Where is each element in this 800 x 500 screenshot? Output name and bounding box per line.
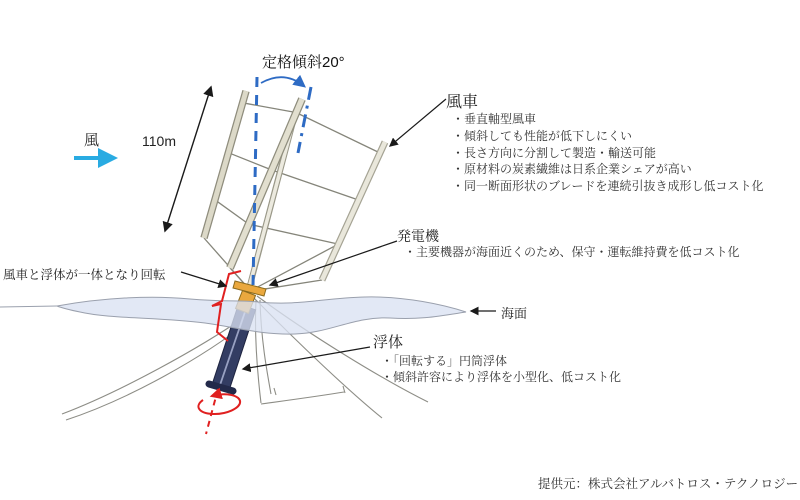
turbine-heading: 風車: [446, 94, 479, 111]
float-drawing: [209, 281, 266, 391]
float-heading: 浮体: [373, 334, 404, 351]
height-measure-arrow: [165, 87, 211, 231]
turbine-blades: [204, 91, 385, 280]
turbine-bullet: ・傾斜しても性能が低下しにくい: [452, 128, 633, 143]
generator-heading: 発電機: [397, 228, 439, 244]
tilted-axis-dashdot-line: [298, 87, 311, 153]
turbine-bullet: ・同一断面形状のブレードを連続引抜き成形し低コスト化: [452, 179, 764, 194]
generator-bullet-list: [404, 244, 740, 261]
float-bullet: ・傾斜許容により浮体を小型化、低コスト化: [381, 369, 622, 384]
tilt-arc-arrow-icon: [261, 77, 304, 86]
rotation-note-leader-arrow: [181, 272, 226, 286]
turbine-bullet-list: [452, 111, 764, 195]
turbine-bullet: ・原材料の炭素繊維は日系企業シェアが高い: [452, 162, 692, 177]
generator-bullet: ・主要機器が海面近くのため、保守・運転維持費を低コスト化: [404, 245, 740, 259]
float-bullet-list: [381, 354, 621, 385]
rated-tilt-title: 定格傾斜20°: [262, 54, 345, 71]
wind-label: 風: [84, 132, 100, 149]
turbine-drawing: [204, 91, 385, 291]
height-label: 110m: [142, 133, 176, 149]
turbine-leader-arrow: [390, 99, 446, 146]
rotation-arrow-icon: [198, 394, 240, 414]
sea-surface-label: 海面: [501, 306, 528, 321]
turbine-bullet: ・長さ方向に分割して製造・輸送可能: [452, 145, 657, 160]
credit-label: 提供元：株式会社アルバトロス・テクノロジー: [538, 477, 799, 491]
turbine-bullet: ・垂直軸型風車: [452, 112, 537, 126]
rotation-note-label: 風車と浮体が一体となり回転: [3, 268, 166, 282]
float-bullet: ・「回転する」円筒浮体: [381, 354, 508, 368]
